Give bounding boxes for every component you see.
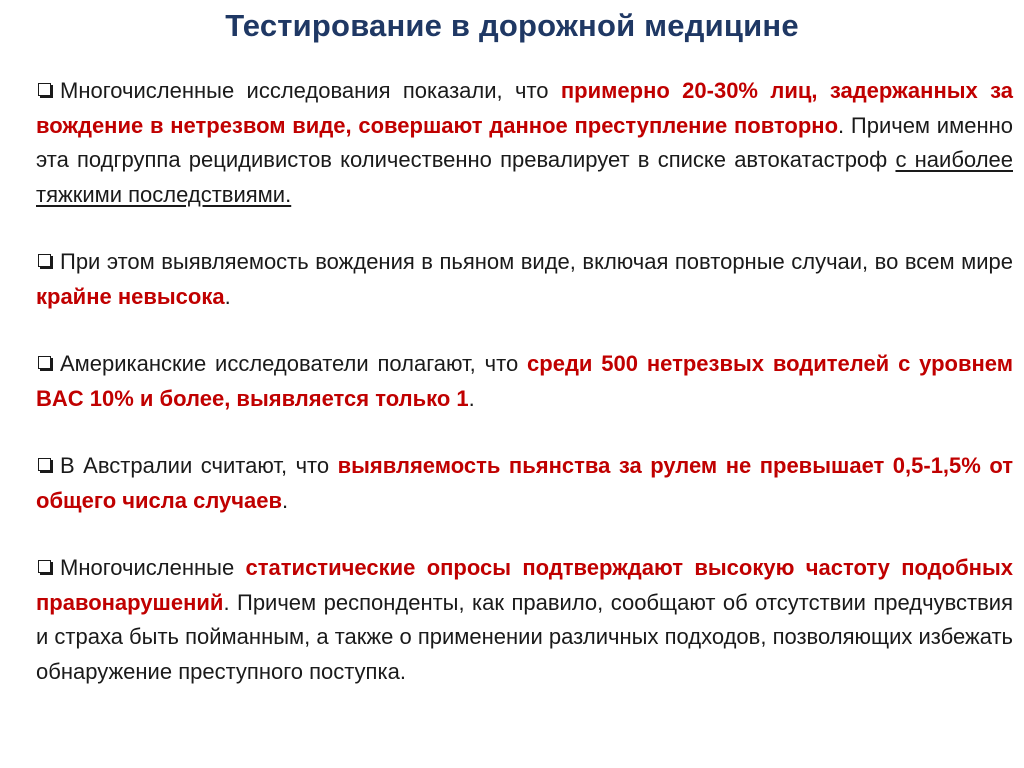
bullet-text: . Причем именно эта подгруппа рецидивистов количественно превалирует в списке автокатастроф (36, 112, 1013, 172)
bullet-text: В Австралии считают, что (60, 453, 338, 478)
bullet-item-5 (36, 551, 1013, 689)
bullet-text: . (224, 283, 231, 309)
checkbox-bullet-icon (38, 254, 51, 267)
bullet-text: Многочисленные исследования показали, что (60, 78, 561, 103)
bullet-text: . (282, 487, 289, 513)
checkbox-bullet-icon (38, 458, 51, 471)
checkbox-bullet-icon (38, 356, 51, 369)
bullet-item-1 (36, 74, 1013, 212)
bullet-item-4 (36, 449, 1013, 518)
bullet-highlight: примерно 20-30% лиц, задержанных за вождение в нетрезвом виде, совершают данное преступление повторно (36, 78, 1013, 138)
checkbox-bullet-icon (38, 83, 51, 96)
bullet-highlight: статистические опросы подтверждают высокую частоту подобных правонарушений (36, 555, 1013, 615)
bullet-item-3 (36, 347, 1013, 416)
bullet-underlined-text: с наиболее тяжкими последствиями. (36, 147, 1013, 207)
bullet-highlight: крайне невысока (36, 283, 225, 309)
bullet-highlight: среди 500 нетрезвых водителей с уровнем BAC 10% и более, выявляется только 1 (36, 351, 1014, 411)
bullet-list (36, 74, 1013, 689)
checkbox-bullet-icon (38, 560, 51, 573)
bullet-text: Многочисленные (60, 555, 246, 580)
bullet-text: . (468, 385, 475, 411)
slide-title: Тестирование в дорожной медицине (225, 8, 799, 43)
bullet-text: Американские исследователи полагают, что (60, 351, 528, 376)
bullet-text: . Причем респонденты, как правило, сообщают об отсутствии предчувствия и страха быть пойманным, а также о применении различных подходов, позволяющих избежать обнаружение преступного поступка. (36, 589, 1013, 684)
bullet-highlight: выявляемость пьянства за рулем не превышает 0,5-1,5% от общего числа случаев (36, 453, 1014, 513)
bullet-text: При этом выявляемость вождения в пьяном виде, включая повторные случаи, во всем мире (60, 249, 1013, 274)
bullet-item-2 (36, 245, 1013, 314)
